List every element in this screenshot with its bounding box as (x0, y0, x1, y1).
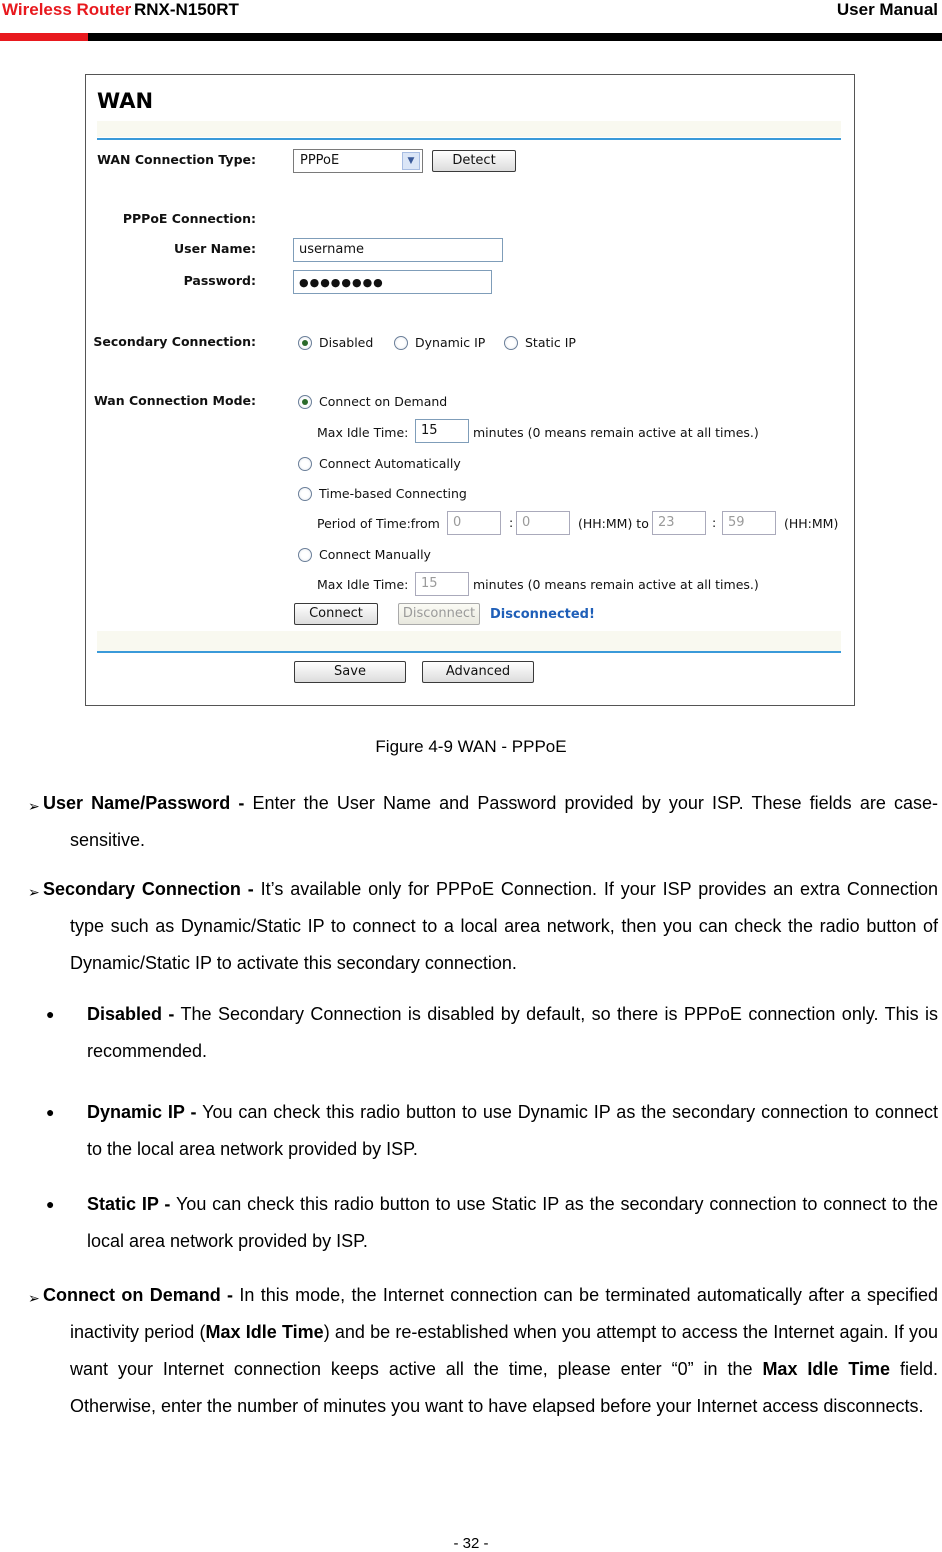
secondary-dynamic-label: Dynamic IP (415, 335, 486, 350)
secondary-disabled-radio[interactable] (298, 336, 312, 350)
password-label: Password: (183, 273, 256, 288)
secondary-static-radio[interactable] (504, 336, 518, 350)
save-button[interactable]: Save (294, 661, 406, 683)
item-text: You can check this radio button to use Dynamic IP as the secondary connection to connect to the local area network provided by ISP. (87, 1102, 938, 1159)
max-idle-input[interactable]: 15 (415, 419, 469, 443)
time-based-radio[interactable] (298, 487, 312, 501)
dynamic-ip-item (87, 1094, 938, 1168)
to-colon: : (712, 515, 717, 530)
on-demand-label: Connect on Demand (319, 394, 448, 409)
hhmm-label: (HH:MM) (784, 516, 839, 531)
chevron-down-icon[interactable]: ▼ (402, 152, 420, 170)
item-term-inline: Max Idle Time (205, 1322, 324, 1342)
item-text: It’s available only for PPPoE Connection. If your ISP provides an extra Connection type such as Dynamic/Static IP to connect to a local area network, then you can check the radio button of Dynamic/Static IP to activate this secondary connection. (70, 879, 938, 973)
mode-label: Wan Connection Mode: (93, 393, 256, 408)
manual-radio[interactable] (298, 548, 312, 562)
secondary-connection-item (43, 871, 938, 982)
page-header (0, 0, 942, 42)
on-demand-radio[interactable] (298, 395, 312, 409)
from-minute-input[interactable]: 0 (516, 511, 570, 535)
header-model: RNX-N150RT (134, 0, 239, 19)
auto-label: Connect Automatically (319, 456, 461, 471)
item-text: The Secondary Connection is disabled by default, so there is PPPoE connection only. This is recommended. (87, 1004, 938, 1061)
static-ip-item (87, 1186, 938, 1260)
wan-title: WAN (97, 89, 154, 113)
dot-bullet-icon: ● (46, 1006, 55, 1022)
item-term: Disabled - (87, 1004, 175, 1024)
title-divider (97, 138, 841, 140)
item-text: You can check this radio button to use Static IP as the secondary connection to connect to the local area network provided by ISP. (87, 1194, 938, 1251)
from-hour-input[interactable]: 0 (447, 511, 501, 535)
disabled-item (87, 996, 938, 1070)
secondary-dynamic-radio[interactable] (394, 336, 408, 350)
wan-type-label: WAN Connection Type: (97, 152, 256, 167)
max-idle-label-2: Max Idle Time: (317, 577, 409, 592)
arrow-bullet-icon: ➢ (28, 884, 40, 900)
item-text: ) and be re-established when you attempt to access the Internet again. If you want your Internet connection keeps active all the time, please enter “0” in the (70, 1322, 938, 1379)
secondary-label: Secondary Connection: (93, 334, 256, 349)
header-red-bar (0, 33, 88, 41)
bottom-divider (97, 651, 841, 653)
item-term: Dynamic IP - (87, 1102, 197, 1122)
connect-on-demand-item (43, 1277, 938, 1425)
period-label: Period of Time:from (317, 516, 440, 531)
item-text: In this mode, the Internet connection can be terminated automatically after a specified inactivity period ( (70, 1285, 938, 1342)
header-manual-title: User Manual (836, 0, 938, 19)
item-term-inline: Max Idle Time (762, 1359, 891, 1379)
max-idle-input-2[interactable]: 15 (415, 572, 469, 596)
bottom-band (97, 631, 841, 651)
manual-label: Connect Manually (319, 547, 431, 562)
header-black-bar (88, 33, 942, 41)
disconnect-button[interactable]: Disconnect (398, 603, 480, 625)
detect-button[interactable]: Detect (432, 150, 516, 172)
wan-settings-figure (85, 74, 855, 706)
pppoe-heading: PPPoE Connection: (122, 211, 256, 226)
page-number: - 32 - (453, 1535, 489, 1552)
connection-status: Disconnected! (490, 607, 595, 622)
title-band (97, 121, 841, 137)
figure-caption: Figure 4-9 WAN - PPPoE (375, 737, 567, 756)
password-input[interactable]: ●●●●●●●● (293, 270, 492, 294)
from-colon: : (509, 515, 514, 530)
username-label: User Name: (174, 241, 256, 256)
connect-button[interactable]: Connect (294, 603, 378, 625)
wan-type-value: PPPoE (300, 153, 340, 168)
item-text: Enter the User Name and Password provided by your ISP. These fields are case-sensitive. (70, 793, 938, 850)
secondary-disabled-label: Disabled (319, 335, 374, 350)
wan-type-select[interactable] (293, 149, 423, 173)
item-text: field. Otherwise, enter the number of minutes you want to have elapsed before your Internet access disconnects. (70, 1359, 938, 1416)
header-brand: Wireless Router (2, 0, 132, 19)
arrow-bullet-icon: ➢ (28, 798, 40, 814)
time-based-label: Time-based Connecting (319, 486, 467, 501)
username-input[interactable]: username (293, 238, 503, 262)
dot-bullet-icon: ● (46, 1104, 55, 1120)
advanced-button[interactable]: Advanced (422, 661, 534, 683)
dot-bullet-icon: ● (46, 1196, 55, 1212)
item-term: User Name/Password - (43, 793, 245, 813)
max-idle-label: Max Idle Time: (317, 425, 409, 440)
auto-radio[interactable] (298, 457, 312, 471)
max-idle-note-2: minutes (0 means remain active at all times.) (473, 577, 759, 592)
item-term: Secondary Connection - (43, 879, 254, 899)
item-term: Static IP - (87, 1194, 171, 1214)
secondary-static-label: Static IP (525, 335, 576, 350)
arrow-bullet-icon: ➢ (28, 1290, 40, 1306)
hhmm-to-label: (HH:MM) to (578, 516, 649, 531)
max-idle-note: minutes (0 means remain active at all times.) (473, 425, 759, 440)
item-term: Connect on Demand - (43, 1285, 234, 1305)
to-minute-input[interactable]: 59 (722, 511, 776, 535)
to-hour-input[interactable]: 23 (652, 511, 706, 535)
user-password-item (43, 785, 938, 859)
